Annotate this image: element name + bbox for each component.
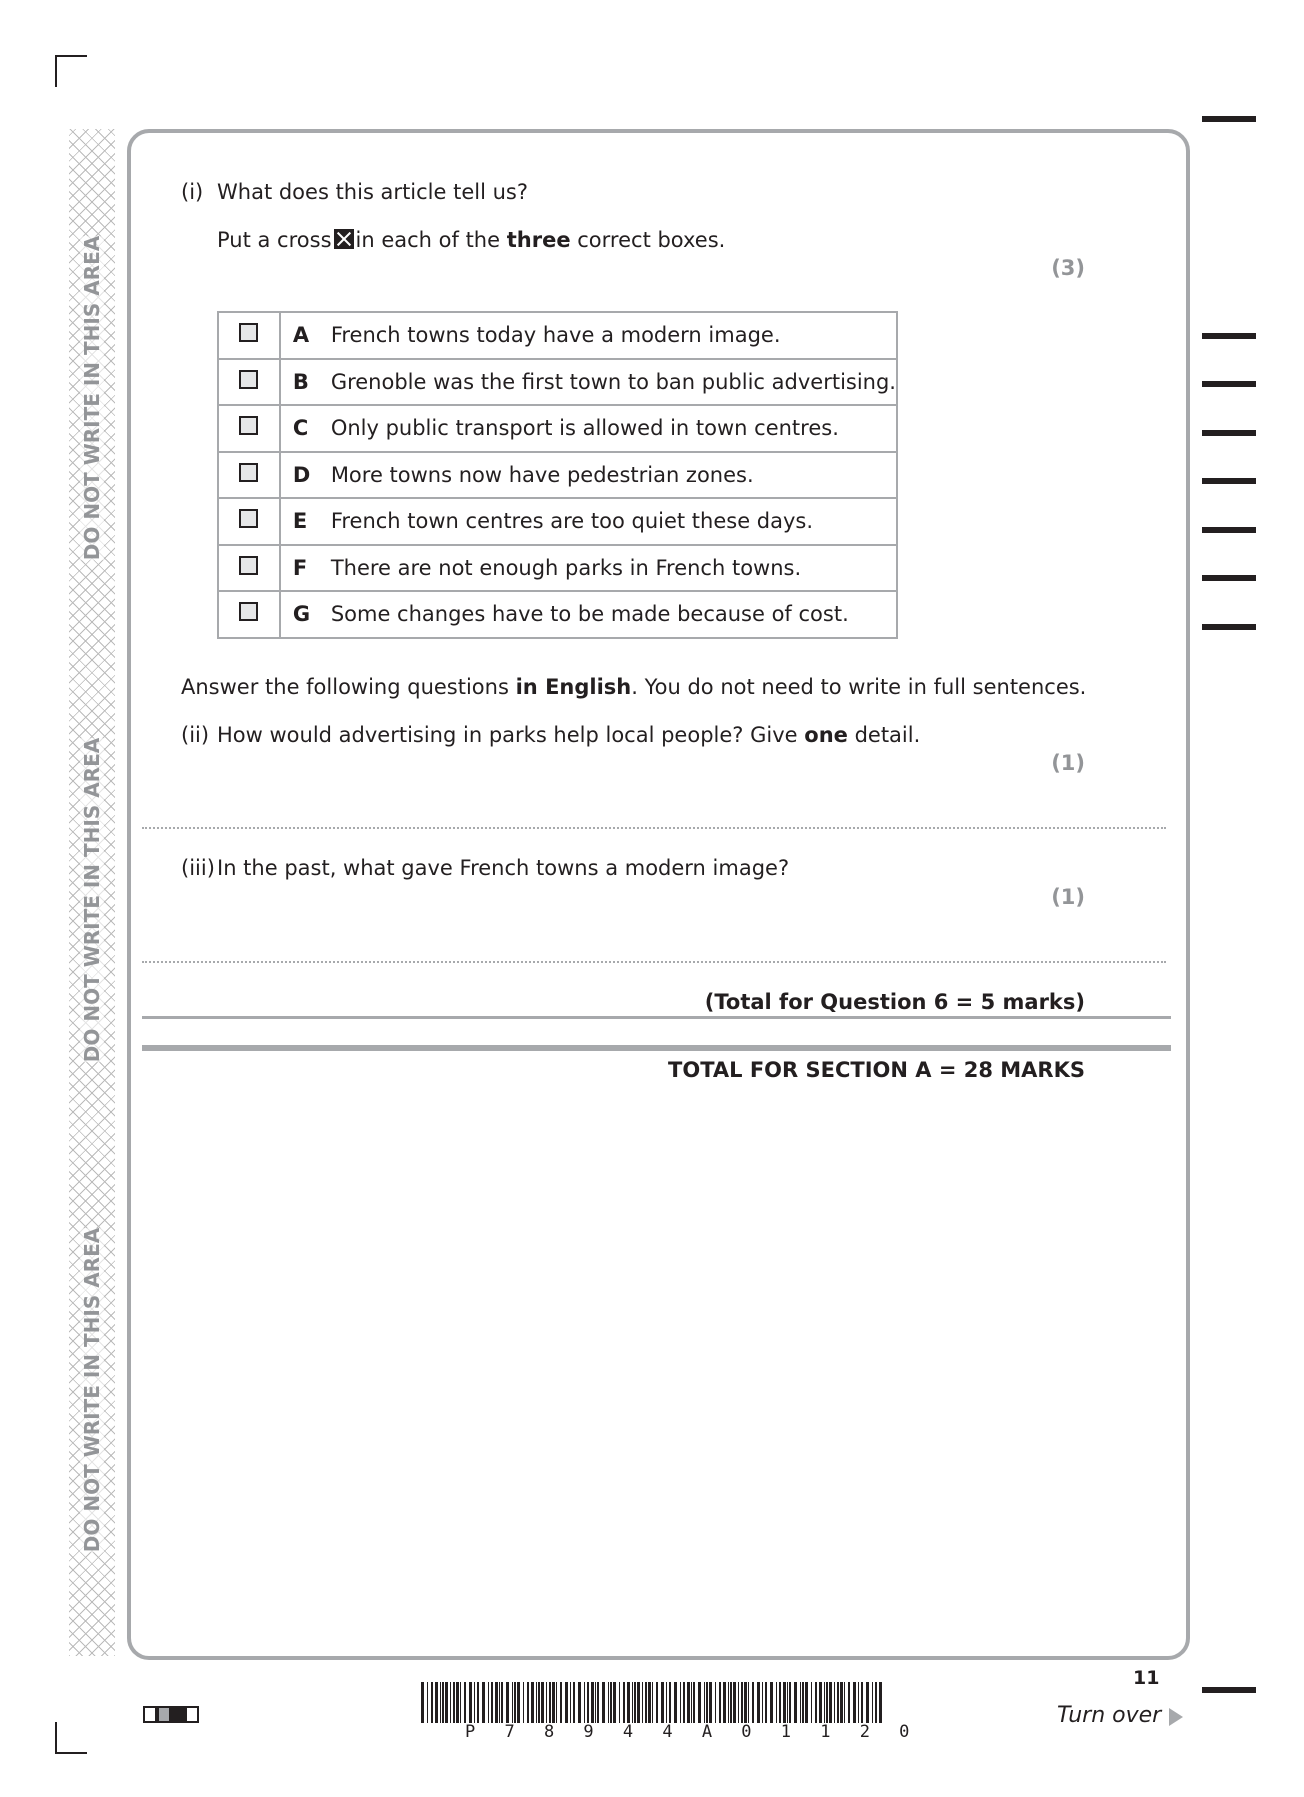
instruction-text: in each of the [355,228,501,252]
barcode-bar [741,1682,743,1723]
barcode-bar [427,1682,428,1723]
divider-thick [142,1045,1171,1051]
part-iii-number: (iii) [181,856,215,880]
barcode-bar [687,1682,690,1723]
reg-box [143,1706,157,1723]
do-not-write-label: DO NOT WRITE IN THIS AREA [80,235,104,561]
barcode-bar [531,1682,534,1723]
option-letter: C [292,416,309,441]
barcode-bar [879,1682,882,1723]
prompt-text: How would advertising in parks help local people? Give [217,723,798,747]
barcode-bar [723,1682,726,1723]
barcode-bar [602,1682,605,1723]
barcode-bar [565,1682,568,1723]
barcode-bar [578,1682,581,1723]
margin-bar [1202,624,1256,630]
barcode-bar [765,1682,767,1723]
option-checkbox-cell[interactable] [218,452,280,499]
option-cell [280,452,897,499]
barcode-bar [445,1682,448,1723]
barcode-bar [627,1682,630,1723]
barcode-bar [587,1682,589,1723]
barcode-bar [488,1682,489,1723]
barcode-bar [442,1682,444,1723]
barcode-bar [491,1682,493,1723]
page-number: 11 [1133,1667,1160,1689]
checkbox[interactable] [239,509,258,528]
barcode-bar [637,1682,640,1723]
question-total: (Total for Question 6 = 5 marks) [704,990,1085,1014]
prompt-bold: one [804,723,848,747]
barcode-bar [527,1682,529,1723]
barcode-bar [779,1682,781,1723]
barcode-bar [802,1682,804,1723]
barcode-bar [634,1682,636,1723]
barcode-bar [456,1682,459,1723]
barcode-bar [800,1682,801,1723]
checkbox[interactable] [239,416,258,435]
barcode-bar [474,1682,475,1723]
margin-bar [1202,381,1256,387]
barcode-bar [595,1682,596,1723]
barcode-bar [706,1682,708,1723]
barcode-bar [744,1682,747,1723]
barcode-bar [824,1682,825,1723]
english-instruction [181,675,1086,699]
barcode-bar [819,1682,822,1723]
barcode-bar [748,1682,749,1723]
option-cell [280,405,897,452]
option-row-e [218,498,897,545]
option-text: More towns now have pedestrian zones. [330,462,754,487]
barcode-bar [861,1682,863,1723]
prompt-text: detail. [854,723,921,747]
barcode-bar [421,1682,424,1723]
barcode-bar [866,1682,869,1723]
crop-mark-top-left [55,55,87,57]
checkbox[interactable] [239,556,258,575]
barcode-bar [709,1682,712,1723]
barcode-text: P 7 8 9 4 4 A 0 1 1 2 0 [465,1722,919,1742]
option-row-g [218,591,897,638]
barcode-bar [591,1682,594,1723]
barcode-bar [523,1682,524,1723]
barcode-bar [501,1682,503,1723]
option-cell [280,545,897,592]
option-text: Only public transport is allowed in town centres. [330,416,839,441]
do-not-write-label: DO NOT WRITE IN THIS AREA [80,737,104,1063]
barcode-bar [460,1682,461,1723]
barcode-bar [570,1682,571,1723]
barcode-bar [560,1682,562,1723]
barcode-bar [837,1682,839,1723]
barcode-bar [844,1682,845,1723]
margin-bar [1202,430,1256,436]
barcode-bar [549,1682,551,1723]
checkbox[interactable] [239,463,258,482]
option-row-d [218,452,897,499]
barcode-bar [805,1682,808,1723]
barcode-bar [435,1682,438,1723]
barcode-bar [619,1682,620,1723]
option-row-b [218,359,897,406]
barcode-bar [834,1682,835,1723]
part-i-instruction [217,228,725,252]
part-ii-prompt [217,723,920,747]
part-iii-answer-line[interactable] [142,961,1166,963]
instruction-bold: three [506,228,571,252]
barcode-bar [440,1682,441,1723]
barcode-bar [464,1682,466,1723]
margin-bar [1202,575,1256,581]
barcode [421,1682,889,1723]
option-text: Grenoble was the first town to ban public advertising. [330,369,896,394]
barcode-bar [477,1682,479,1723]
option-checkbox-cell[interactable] [218,498,280,545]
option-letter: E [292,509,308,534]
barcode-bar [538,1682,540,1723]
barcode-bar [789,1682,791,1723]
instruction-text: Put a cross [217,228,332,252]
checkbox[interactable] [239,602,258,621]
barcode-bar [648,1682,651,1723]
option-cell [280,312,897,359]
barcode-bar [738,1682,739,1723]
barcode-bar [715,1682,716,1723]
barcode-bar [762,1682,763,1723]
option-letter: G [292,602,311,627]
option-row-f [218,545,897,592]
barcode-bar [573,1682,575,1723]
barcode-bar [853,1682,856,1723]
part-i-prompt: What does this article tell us? [217,180,529,204]
barcode-bar [757,1682,760,1723]
instruction-text: Answer the following questions [181,675,509,699]
barcode-bar [794,1682,797,1723]
barcode-bar [683,1682,685,1723]
margin-bar [1202,333,1256,339]
barcode-bar [815,1682,817,1723]
barcode-bar [848,1682,850,1723]
divider [142,1016,1171,1019]
part-i-marks: (3) [1051,256,1085,280]
part-ii-number: (ii) [181,723,210,747]
barcode-bar [541,1682,544,1723]
margin-bar [1202,1687,1256,1693]
option-letter: D [292,462,311,487]
barcode-bar [787,1682,788,1723]
barcode-bar [556,1682,557,1723]
barcode-bar [770,1682,773,1723]
barcode-bar [666,1682,667,1723]
barcode-bar [669,1682,671,1723]
reg-box [171,1706,185,1723]
barcode-bar [783,1682,786,1723]
margin-bar [1202,478,1256,484]
barcode-bar [506,1682,509,1723]
barcode-bar [546,1682,547,1723]
barcode-bar [431,1682,433,1723]
crop-mark-bottom-left [55,1752,87,1754]
barcode-bar [536,1682,537,1723]
barcode-bar [826,1682,828,1723]
barcode-bar [752,1682,754,1723]
barcode-bar [623,1682,625,1723]
option-row-a [218,312,897,359]
barcode-bar [610,1682,612,1723]
option-checkbox-cell[interactable] [218,545,280,592]
part-i-number: (i) [181,180,204,204]
checkbox[interactable] [239,323,258,342]
option-checkbox-cell[interactable] [218,405,280,452]
margin-bar [1202,527,1256,533]
part-ii-answer-line[interactable] [142,827,1166,829]
barcode-bar [584,1682,585,1723]
barcode-bar [661,1682,664,1723]
option-cell [280,498,897,545]
barcode-bar [469,1682,472,1723]
turn-over: Turn over [1057,1703,1162,1728]
barcode-bar [512,1682,513,1723]
barcode-bar [776,1682,777,1723]
do-not-write-label: DO NOT WRITE IN THIS AREA [80,1227,104,1553]
barcode-bar [829,1682,832,1723]
checkbox[interactable] [239,370,258,389]
crop-mark-bottom-left [55,1722,57,1754]
barcode-bar [495,1682,498,1723]
barcode-bar [704,1682,705,1723]
barcode-bar [597,1682,599,1723]
barcode-bar [517,1682,520,1723]
barcode-bar [733,1682,736,1723]
barcode-bar [645,1682,647,1723]
instruction-bold: in English [515,675,632,699]
barcode-bar [674,1682,677,1723]
crossed-box-icon [334,229,354,249]
barcode-bar [680,1682,681,1723]
barcode-bar [632,1682,633,1723]
barcode-bar [514,1682,516,1723]
option-cell [280,591,897,638]
margin-bar [1202,116,1256,122]
options-table [217,311,898,639]
barcode-bar [728,1682,729,1723]
barcode-bar [499,1682,500,1723]
barcode-bar [858,1682,859,1723]
registration-boxes [143,1706,199,1723]
barcode-bar [450,1682,451,1723]
option-row-c [218,405,897,452]
option-letter: A [292,323,310,348]
option-text: There are not enough parks in French towns. [330,555,802,580]
option-checkbox-cell[interactable] [218,312,280,359]
option-letter: F [292,555,308,580]
reg-box [157,1706,171,1723]
part-iii-marks: (1) [1051,885,1085,909]
turn-over-arrow-icon [1169,1708,1183,1726]
option-letter: B [292,369,309,394]
barcode-bar [652,1682,653,1723]
option-cell [280,359,897,406]
option-checkbox-cell[interactable] [218,591,280,638]
barcode-bar [691,1682,692,1723]
barcode-bar [613,1682,616,1723]
barcode-bar [656,1682,658,1723]
crop-mark-top-left [55,55,57,87]
barcode-bar [811,1682,812,1723]
barcode-bar [730,1682,732,1723]
barcode-bar [872,1682,873,1723]
part-iii-prompt: In the past, what gave French towns a modern image? [217,856,790,880]
barcode-bar [693,1682,695,1723]
barcode-bar [698,1682,701,1723]
option-text: French towns today have a modern image. [330,323,781,348]
barcode-bar [875,1682,877,1723]
barcode-bar [453,1682,455,1723]
option-text: Some changes have to be made because of cost. [330,602,849,627]
option-text: French town centres are too quiet these days. [330,509,814,534]
section-total: TOTAL FOR SECTION A = 28 MARKS [668,1058,1085,1082]
barcode-bar [642,1682,643,1723]
barcode-bar [719,1682,721,1723]
instruction-text: . You do not need to write in full sentences. [631,675,1087,699]
barcode-bar [552,1682,555,1723]
instruction-text: correct boxes. [577,228,726,252]
option-checkbox-cell[interactable] [218,359,280,406]
part-ii-marks: (1) [1051,751,1085,775]
barcode-bar [840,1682,843,1723]
barcode-bar [608,1682,609,1723]
reg-box [185,1706,199,1723]
barcode-bar [482,1682,485,1723]
